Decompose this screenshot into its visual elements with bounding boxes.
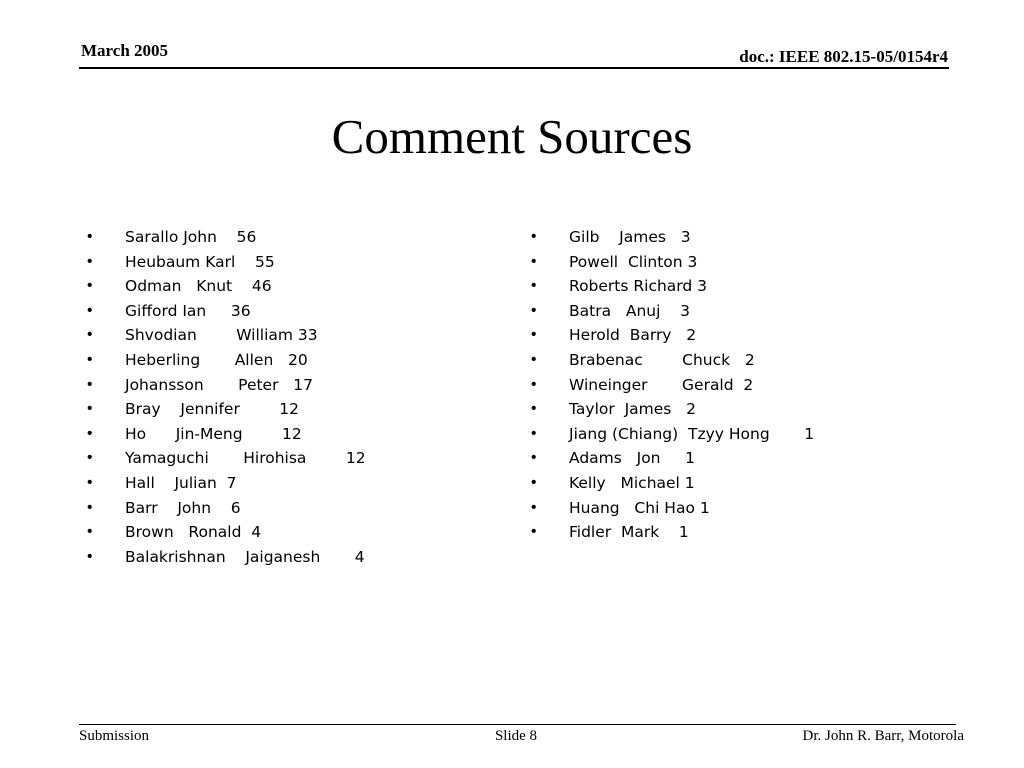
list-item [531, 299, 814, 324]
list-item-text: Johansson Peter 17 [125, 375, 313, 394]
slide-title: Comment Sources [331, 109, 693, 164]
list-item [87, 274, 366, 299]
list-item [87, 225, 366, 250]
list-item-text: Roberts Richard 3 [569, 277, 708, 296]
list-item [531, 422, 814, 447]
footer-author: Dr. John R. Barr, Motorola [802, 728, 964, 744]
list-item-text: Bray Jennifer 12 [125, 400, 299, 419]
right-comment-source-list [531, 225, 814, 545]
list-item-text: Brown Ronald 4 [125, 523, 262, 542]
list-item [531, 348, 814, 373]
list-item [531, 225, 814, 250]
bullet-icon: • [87, 400, 93, 418]
list-item-text: Taylor James 2 [569, 400, 697, 419]
list-item-text: Shvodian William 33 [125, 326, 318, 345]
left-comment-source-list [87, 225, 366, 569]
footer-slide-number: Slide 8 [494, 728, 538, 744]
list-item [87, 250, 366, 275]
list-item-text: Heubaum Karl 55 [125, 252, 275, 271]
list-item [87, 471, 366, 496]
bullet-icon: • [87, 228, 93, 245]
bullet-icon: • [531, 400, 537, 418]
bullet-icon: • [87, 301, 93, 319]
bullet-icon: • [87, 473, 93, 491]
bullet-icon: • [87, 424, 93, 442]
list-item [531, 446, 814, 471]
bullet-icon: • [531, 498, 537, 516]
bullet-icon: • [531, 277, 537, 295]
list-item-text: Balakrishnan Jaiganesh 4 [125, 547, 365, 566]
list-item-text: Huang Chi Hao 1 [569, 498, 710, 517]
bullet-icon: • [87, 350, 93, 368]
list-item [87, 397, 366, 422]
list-item [531, 520, 814, 545]
list-item-text: Sarallo John 56 [125, 228, 257, 246]
list-item [87, 348, 366, 373]
list-item [531, 250, 814, 275]
list-item-text: Gilb James 3 [569, 228, 691, 246]
list-item-text: Gifford Ian 36 [125, 301, 251, 320]
list-item-text: Powell Clinton 3 [569, 252, 698, 271]
list-item [531, 397, 814, 422]
bullet-icon: • [531, 301, 537, 319]
bullet-icon: • [531, 326, 537, 344]
list-item-text: Yamaguchi Hirohisa 12 [125, 449, 366, 468]
list-item-text: Wineinger Gerald 2 [569, 375, 754, 394]
list-item-text: Jiang (Chiang) Tzyy Hong 1 [569, 424, 815, 443]
list-item-text: Brabenac Chuck 2 [569, 350, 755, 369]
list-item [87, 545, 366, 570]
header-document-id: doc.: IEEE 802.15-05/0154r4 [739, 47, 948, 66]
list-item [87, 422, 366, 447]
list-item-text: Batra Anuj 3 [569, 301, 690, 320]
list-item-text: Barr John 6 [125, 498, 241, 517]
list-item-text: Hall Julian 7 [125, 473, 237, 492]
list-item-text: Ho Jin-Meng 12 [125, 424, 302, 443]
bullet-icon: • [87, 547, 93, 565]
bullet-icon: • [531, 228, 537, 245]
header-date: March 2005 [81, 41, 169, 60]
header-divider [79, 67, 949, 69]
list-item [87, 373, 366, 398]
bullet-icon: • [531, 350, 537, 368]
list-item-text: Heberling Allen 20 [125, 350, 308, 369]
list-item-text: Odman Knut 46 [125, 277, 272, 296]
list-item [531, 323, 814, 348]
list-item-text: Kelly Michael 1 [569, 473, 695, 492]
bullet-icon: • [87, 326, 93, 344]
list-item [531, 496, 814, 521]
list-item [87, 446, 366, 471]
list-item [87, 520, 366, 545]
list-item [87, 496, 366, 521]
list-item-text: Herold Barry 2 [569, 326, 697, 345]
bullet-icon: • [87, 498, 93, 516]
bullet-icon: • [87, 375, 93, 393]
bullet-icon: • [87, 277, 93, 295]
list-item [531, 373, 814, 398]
list-item [531, 274, 814, 299]
list-item-text: Fidler Mark 1 [569, 523, 689, 542]
bullet-icon: • [531, 449, 537, 467]
list-item [87, 323, 366, 348]
bullet-icon: • [531, 252, 537, 270]
list-item [87, 299, 366, 324]
bullet-icon: • [87, 523, 93, 541]
list-item [531, 471, 814, 496]
list-item-text: Adams Jon 1 [569, 449, 695, 468]
bullet-icon: • [531, 473, 537, 491]
bullet-icon: • [531, 424, 537, 442]
bullet-icon: • [87, 252, 93, 270]
bullet-icon: • [531, 375, 537, 393]
footer-divider [79, 724, 956, 725]
bullet-icon: • [531, 523, 537, 541]
bullet-icon: • [87, 449, 93, 467]
footer-submission: Submission [79, 728, 150, 744]
